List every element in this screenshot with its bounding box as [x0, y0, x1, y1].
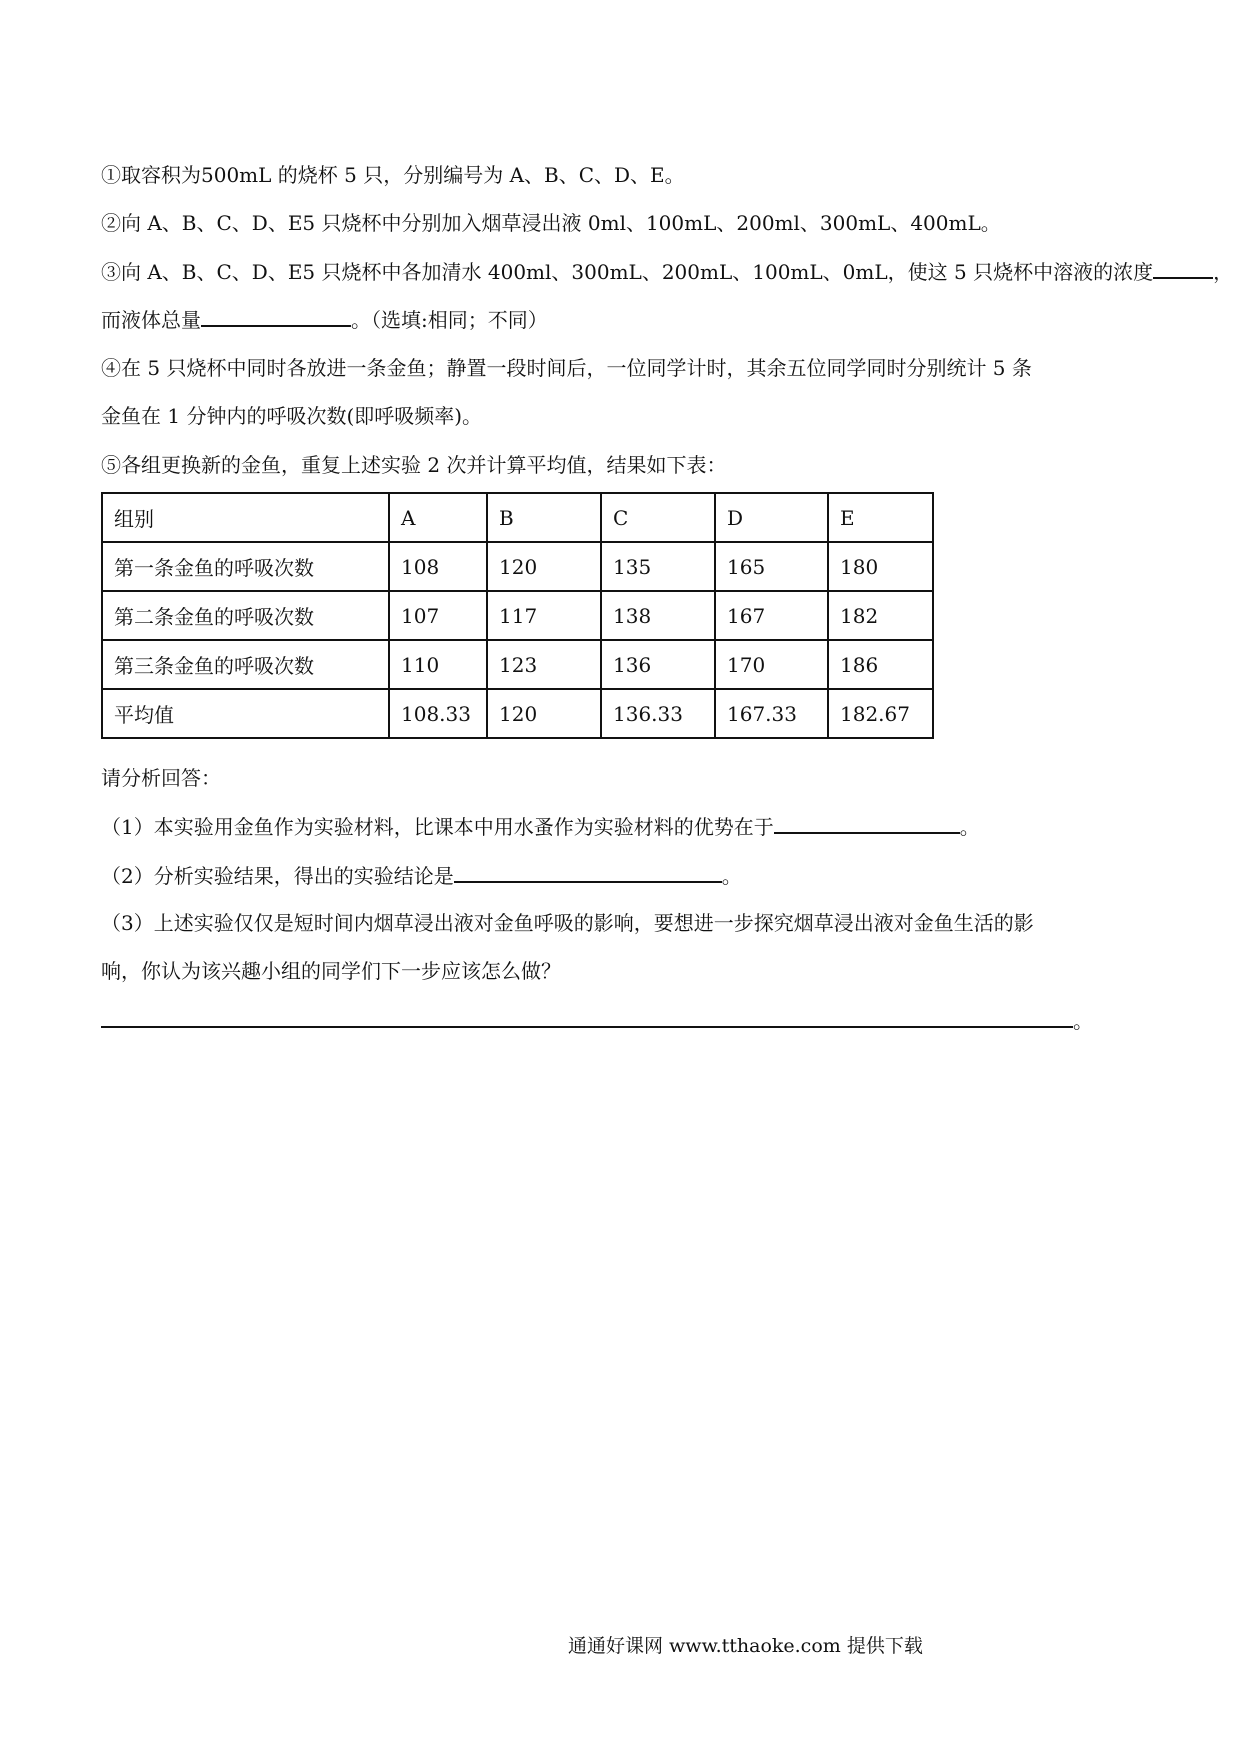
- step-4-line-1: ④在 5 只烧杯中同时各放进一条金鱼；静置一段时间后，一位同学计时，其余五位同学同时分别统计 5 条: [101, 356, 1032, 380]
- table-cell: B: [487, 493, 601, 542]
- step-3-options: 。（选填:相同；不同）: [351, 308, 548, 332]
- table-cell: 167: [715, 591, 828, 640]
- table-cell: 135: [601, 542, 715, 591]
- table-cell: 120: [487, 689, 601, 738]
- table-cell: 第三条金鱼的呼吸次数: [102, 640, 389, 689]
- question-2-end: 。: [721, 864, 742, 888]
- table-row: [102, 542, 933, 591]
- step-3-line-2: [101, 305, 548, 334]
- table-cell: 平均值: [102, 689, 389, 738]
- table-cell: C: [601, 493, 715, 542]
- footer-text: 通通好课网 www.tthaoke.com 提供下载: [568, 1635, 923, 1657]
- concentration-blank[interactable]: [1153, 257, 1213, 279]
- question-2: [101, 861, 742, 890]
- question-3-line-2: 响，你认为该兴趣小组的同学们下一步应该怎么做？: [101, 959, 561, 983]
- table-cell: 120: [487, 542, 601, 591]
- table-cell: 136.33: [601, 689, 715, 738]
- questions-intro: 请分析回答：: [101, 766, 221, 790]
- table-row: [102, 640, 933, 689]
- table-cell: 组别: [102, 493, 389, 542]
- question-3-answer: [101, 1006, 1093, 1035]
- question-1-blank[interactable]: [774, 812, 960, 834]
- table-cell: 167.33: [715, 689, 828, 738]
- step-1: ①取容积为500mL 的烧杯 5 只，分别编号为 A、B、C、D、E。: [101, 163, 685, 187]
- question-2-text: （2）分析实验结果，得出的实验结论是: [101, 864, 454, 888]
- table-cell: D: [715, 493, 828, 542]
- table-cell: 123: [487, 640, 601, 689]
- table-cell: 182: [828, 591, 933, 640]
- table-cell: 165: [715, 542, 828, 591]
- table-cell: 110: [389, 640, 487, 689]
- question-1-text: （1）本实验用金鱼作为实验材料，比课本中用水蚤作为实验材料的优势在于: [101, 815, 774, 839]
- table-row: [102, 689, 933, 738]
- results-table: [101, 492, 934, 739]
- table-cell: 第二条金鱼的呼吸次数: [102, 591, 389, 640]
- question-1: [101, 812, 980, 841]
- table-cell: 138: [601, 591, 715, 640]
- step-4-line-2: 金鱼在 1 分钟内的呼吸次数(即呼吸频率)。: [101, 404, 483, 428]
- table-cell: 182.67: [828, 689, 933, 738]
- question-3-blank[interactable]: [101, 1006, 1073, 1028]
- table-header-row: [102, 493, 933, 542]
- table-cell: A: [389, 493, 487, 542]
- step-3-comma: ，: [1213, 260, 1234, 284]
- table-cell: 186: [828, 640, 933, 689]
- step-5: ⑤各组更换新的金鱼，重复上述实验 2 次并计算平均值，结果如下表：: [101, 453, 727, 477]
- table-cell: 108.33: [389, 689, 487, 738]
- question-2-blank[interactable]: [454, 861, 722, 883]
- step-3-line-1: [101, 257, 1233, 286]
- step-3-text-1: ③向 A、B、C、D、E5 只烧杯中各加清水 400ml、300mL、200mL、100mL、0mL，使这 5 只烧杯中溶液的浓度: [101, 260, 1154, 284]
- step-2: ②向 A、B、C、D、E5 只烧杯中分别加入烟草浸出液 0ml、100mL、200ml、300mL、400mL。: [101, 211, 1001, 235]
- total-volume-blank[interactable]: [201, 305, 351, 327]
- table-cell: 170: [715, 640, 828, 689]
- question-3-end: 。: [1073, 1009, 1093, 1033]
- question-1-end: 。: [959, 815, 980, 839]
- question-3-line-1: （3）上述实验仅仅是短时间内烟草浸出液对金鱼呼吸的影响，要想进一步探究烟草浸出液对金鱼生活的影: [101, 911, 1034, 935]
- step-3-text-2: 而液体总量: [101, 308, 201, 332]
- table-cell: 117: [487, 591, 601, 640]
- table-cell: 136: [601, 640, 715, 689]
- table-cell: E: [828, 493, 933, 542]
- table-cell: 180: [828, 542, 933, 591]
- table-cell: 107: [389, 591, 487, 640]
- table-row: [102, 591, 933, 640]
- table-cell: 108: [389, 542, 487, 591]
- table-cell: 第一条金鱼的呼吸次数: [102, 542, 389, 591]
